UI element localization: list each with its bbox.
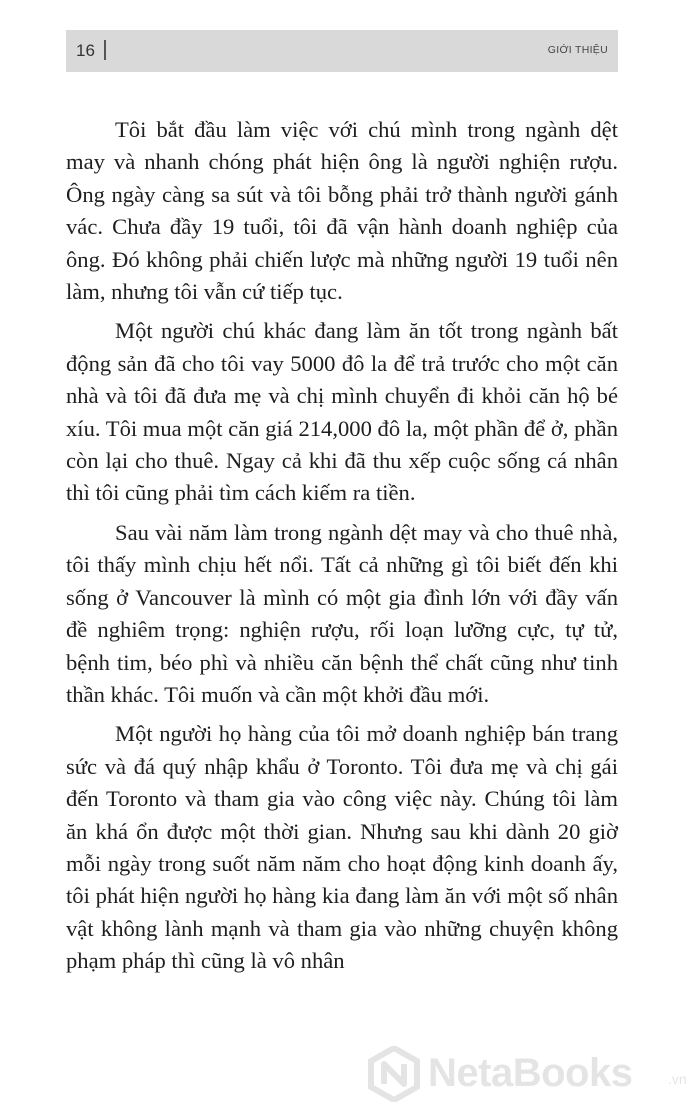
body-text	[66, 114, 618, 985]
header-divider	[104, 40, 106, 60]
watermark-suffix: .vn	[668, 1071, 687, 1087]
paragraph-3: Sau vài năm làm trong ngành dệt may và cho thuê nhà, tôi thấy mình chịu hết nổi. Tất cả những gì tôi biết đến khi sống ở Vancouver là mình có một gia đình lớn với đầy vấn đề nghiêm trọng: nghiện rượu, rối loạn lưỡng cực, tự tử, bệnh tim, béo phì và nhiều căn bệnh thể chất cũng như tinh thần khác. Tôi muốn và cần một khởi đầu mới.	[66, 519, 618, 707]
paragraph-4: Một người họ hàng của tôi mở doanh nghiệp bán trang sức và đá quý nhập khẩu ở Toronto. Tôi đưa mẹ và chị gái đến Toronto và tham gia vào công việc này. Chúng tôi làm ăn khá ổn được một thời gian. Nhưng sau khi dành 20 giờ mỗi ngày trong suốt năm năm cho hoạt động kinh doanh ấy, tôi phát hiện người họ hàng kia đang làm ăn với một số nhân vật không lành mạnh và tham gia vào những chuyện không phạm pháp thì cũng là vô nhân	[66, 721, 618, 974]
section-title: GIỚI THIỆU	[547, 44, 608, 56]
page-number: 16	[76, 41, 95, 60]
watermark-brand: NetaBooks	[428, 1051, 633, 1095]
running-header	[66, 30, 618, 72]
netabooks-logo-icon	[366, 1046, 422, 1102]
paragraph-1: Tôi bắt đầu làm việc với chú mình trong ngành dệt may và nhanh chóng phát hiện ông là người nghiện rượu. Ông ngày càng sa sút và tôi bỗng phải trở thành người gánh vác. Chưa đầy 19 tuổi, tôi đã vận hành doanh nghiệp của ông. Đó không phải chiến lược mà những người 19 tuổi nên làm, nhưng tôi vẫn cứ tiếp tục.	[66, 117, 618, 305]
netabooks-watermark	[366, 1046, 696, 1102]
paragraph-2: Một người chú khác đang làm ăn tốt trong ngành bất động sản đã cho tôi vay 5000 đô la để trả trước cho một căn nhà và tôi đã đưa mẹ và chị mình chuyển đi khỏi căn hộ bé xíu. Tôi mua một căn giá 214,000 đô la, một phần để ở, phần còn lại cho thuê. Ngay cả khi đã thu xếp cuộc sống cá nhân thì tôi cũng phải tìm cách kiếm ra tiền.	[66, 318, 618, 506]
